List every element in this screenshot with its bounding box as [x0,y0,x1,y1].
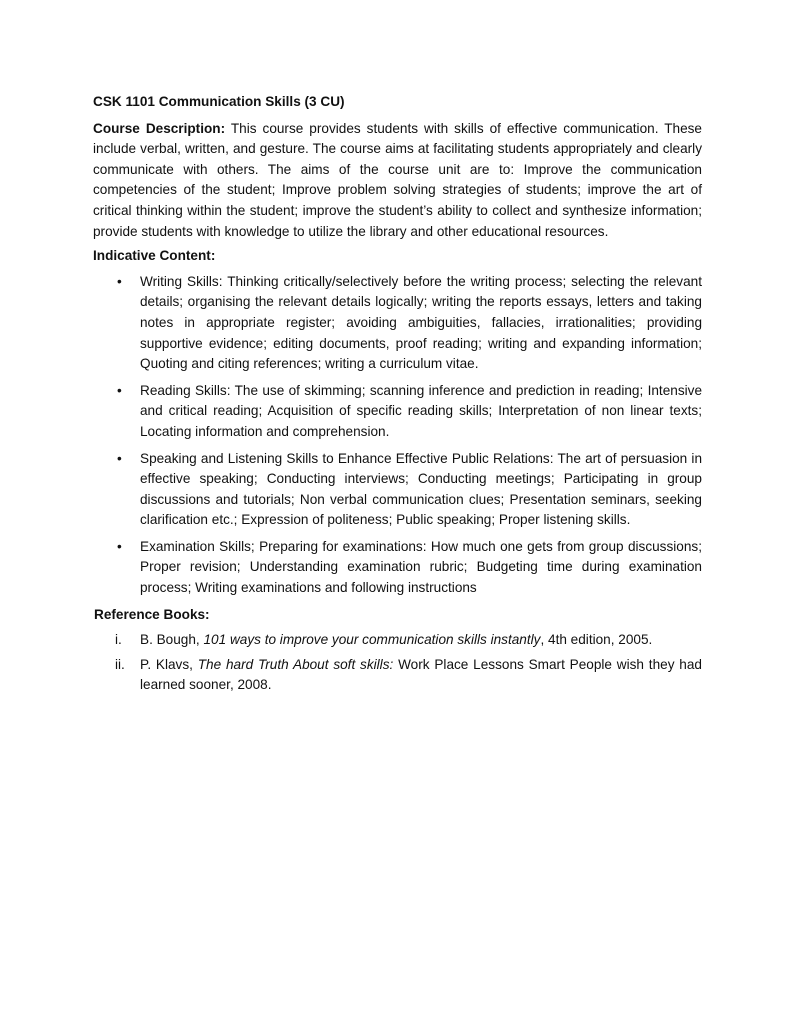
list-item [93,537,702,599]
list-item-text: Writing Skills: Thinking critically/selectively before the writing process; selecting the relevant details; organising the relevant details logically; writing the reports essays, letters and taking notes in appropriate register; avoiding ambiguities, fallacies, irrationalities; providing supportive evidence; editing documents, proof reading; writing and expanding information; Quoting and citing references; writing a curriculum vitae. [140,273,702,372]
document-page [93,92,702,700]
reference-details: , 4th edition, 2005. [540,632,653,648]
list-item-text: Speaking and Listening Skills to Enhance Effective Public Relations: The art of persuasion in effective speaking; Conducting interviews; Conducting meetings; Participating in group discussions and tutorials; Non verbal communication clues; Presentation seminars, seeking clarification etc.; Expression of politeness; Public speaking; Proper listening skills. [140,450,702,528]
bullet-icon: • [117,273,122,289]
course-description-label: Course Description: [93,120,226,136]
list-item [93,449,702,531]
reference-number: ii. [115,656,125,672]
list-item [93,381,702,443]
course-title: CSK 1101 Communication Skills (3 CU) [93,94,345,109]
reference-list [93,630,702,696]
bullet-icon: • [117,450,122,466]
bullet-icon: • [117,538,122,554]
list-item-text: Examination Skills; Preparing for examinations: How much one gets from group discussions; Proper revision; Understanding examination rubric; Budgeting time during examination process; Writing examinations and following instructions [140,538,702,596]
indicative-content-heading: Indicative Content: [93,248,216,264]
reference-title: The hard Truth About soft skills: [197,656,394,672]
list-item [93,272,702,375]
reference-item [93,630,702,651]
reference-author: P. Klavs, [140,656,198,672]
reference-item [93,655,702,696]
reference-author: B. Bough, [140,632,204,648]
bullet-icon: • [117,382,122,398]
indicative-content-list [93,272,702,599]
list-item-text: Reading Skills: The use of skimming; scanning inference and prediction in reading; Intensive and critical reading; Acquisition of specific reading skills; Interpretation of non linear texts; Locating information and comprehension. [140,382,702,439]
course-description [93,119,702,243]
reference-details: Work Place Lessons Smart People wish they had learned sooner, 2008. [140,656,702,693]
reference-books-heading: Reference Books: [94,606,210,622]
course-description-text: This course provides students with skills of effective communication. These include verbal, written, and gesture. The course aims at facilitating students appropriately and clearly communicate with others. The aims of the course unit are to: Improve the communication competencies of the student; Improve problem solving strategies of students; improve the art of critical thinking within the student; improve the student’s ability to collect and synthesize information; provide students with knowledge to utilize the library and other educational resources. [93,120,702,239]
reference-title: 101 ways to improve your communication skills instantly [203,632,541,648]
reference-number: i. [115,632,122,648]
